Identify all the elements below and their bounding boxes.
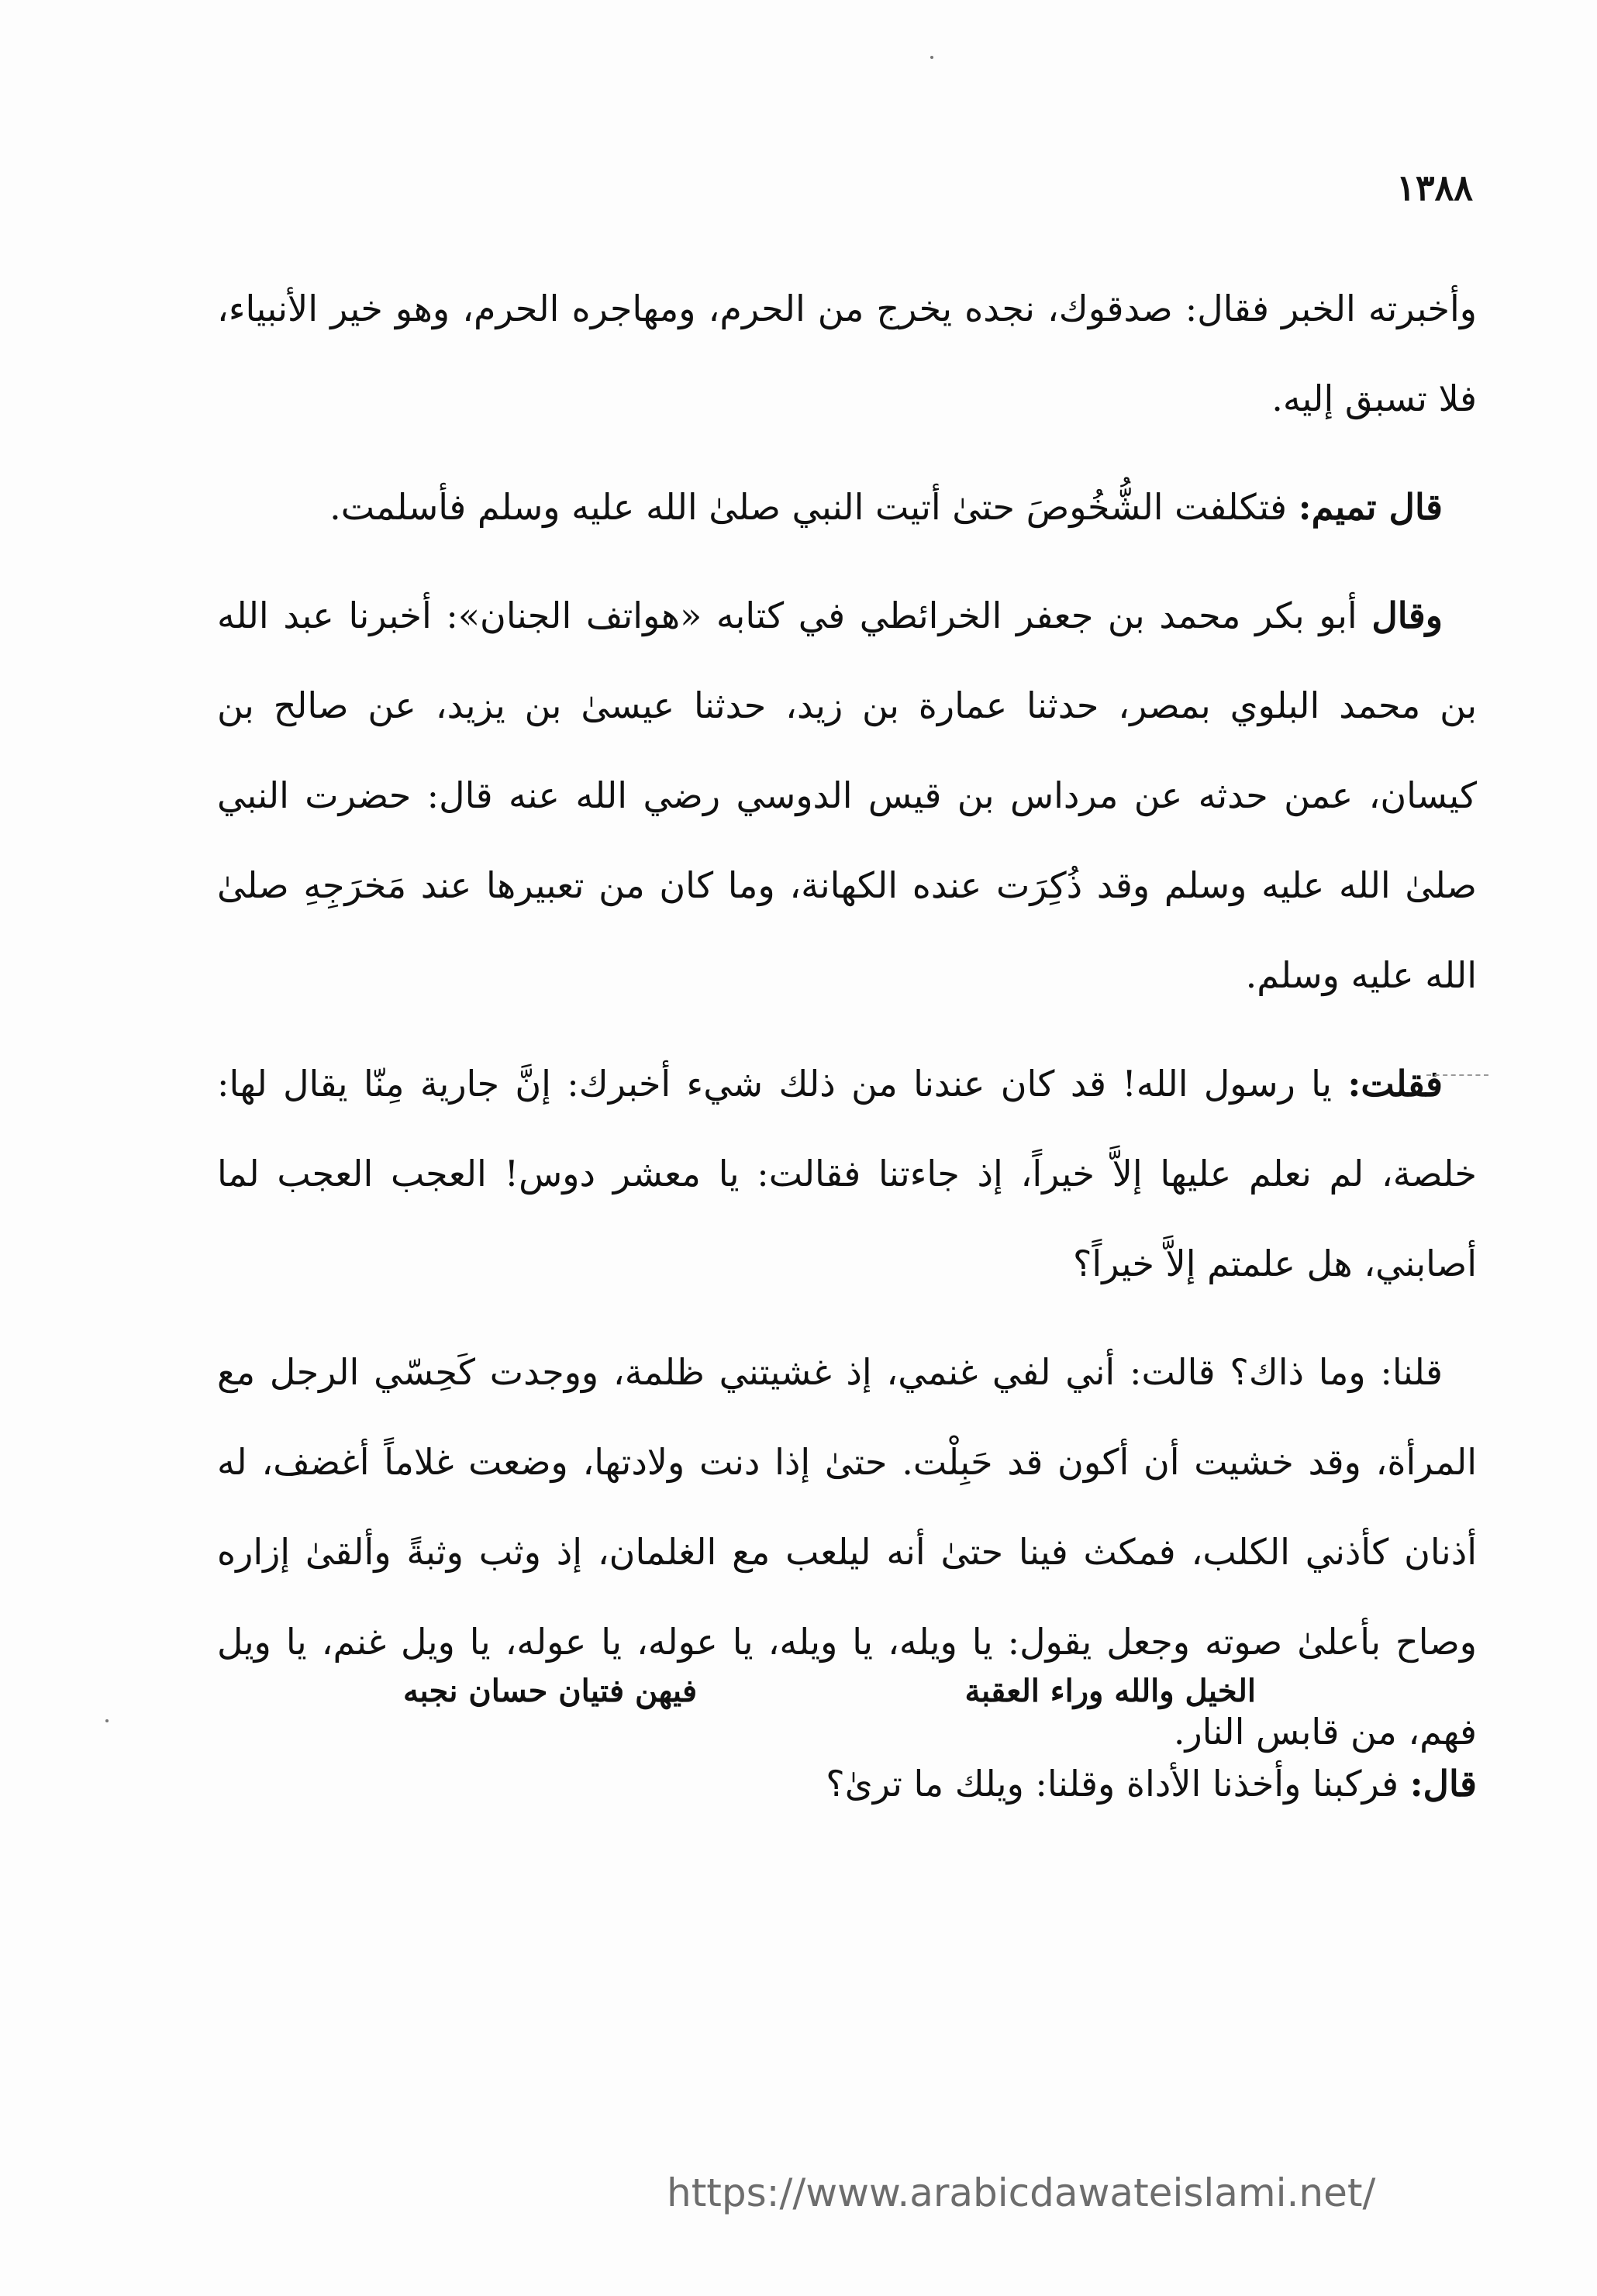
paragraph-text: أبو بكر محمد بن جعفر الخرائطي في كتابه «هواتف الجنان»: أخبرنا عبد الله بن محمد البلوي بمصر، حدثنا عمارة بن زيد، حدثنا عيسىٰ بن يزيد، عن صالح بن كيسان، عمن حدثه عن مرداس بن قيس الدوسي رضي الله عنه قال: حضرت النبي صلىٰ الله عليه وسلم وقد ذُكِرَت عنده الكهانة، وما كان من تعبيرها عند مَخرَجِهِ صلىٰ الله عليه وسلم. <box>217 595 1477 996</box>
paragraph-lead: وقال <box>1371 595 1443 636</box>
closing-lead: قال: <box>1409 1763 1477 1805</box>
body-text <box>217 264 1477 1777</box>
paragraph-lead: قال تميم: <box>1298 486 1443 528</box>
margin-dash-mark <box>1426 1074 1488 1077</box>
closing-text: فركبنا وأخذنا الأداة وقلنا: ويلك ما ترىٰ؟ <box>826 1763 1410 1805</box>
paragraph-lead: فقلت: <box>1347 1063 1443 1105</box>
scan-speck <box>930 56 933 59</box>
paragraph <box>217 1039 1477 1308</box>
verse-second-hemistich: فيهن فتيان حسان نجبه <box>403 1673 698 1709</box>
closing-line <box>543 1741 1477 1826</box>
page-number: ١٣٨٨ <box>1396 167 1473 209</box>
paragraph-text: فتكلفت الشُّخُوصَ حتىٰ أتيت النبي صلىٰ الله عليه وسلم فأسلمت. <box>329 486 1299 528</box>
paragraph <box>217 1327 1477 1777</box>
paragraph <box>217 264 1477 443</box>
paragraph <box>217 571 1477 1020</box>
verse-first-hemistich: الخيل والله وراء العقبة <box>964 1673 1256 1709</box>
paragraph-text: وأخبرته الخبر فقال: صدقوك، نجده يخرج من الحرم، ومهاجره الحرم، وهو خير الأنبياء، فلا تسبق إليه. <box>217 288 1477 419</box>
paragraph-text: يا رسول الله! قد كان عندنا من ذلك شيء أخبرك: إنَّ جارية مِنّا يقال لها: خلصة، لم نعلم عليها إلاَّ خيراً، إذ جاءتنا فقالت: يا معشر دوس! العجب العجب لما أصابني، هل علمتم إلاَّ خيراً؟ <box>217 1063 1477 1284</box>
paragraph <box>217 462 1477 552</box>
paragraph-text: قلنا: وما ذاك؟ قالت: أني لفي غنمي، إذ غشيتني ظلمة، ووجدت كَحِسّي الرجل مع المرأة، وقد خشيت أن أكون قد حَبِلْت. حتىٰ إذا دنت ولادتها، وضعت غلاماً أغضف، له أذنان كأذني الكلب، فمكث فينا حتىٰ أنه ليلعب مع الغلمان، إذ وثب وثبةً وألقىٰ إزاره وصاح بأعلىٰ صوته وجعل يقول: يا ويله، يا ويله، يا عوله، يا عوله، يا ويل غنم، يا ويل فهم، من قابس النار. <box>217 1351 1477 1753</box>
scan-speck <box>105 1719 109 1722</box>
watermark-url: https://www.arabicdawateislami.net/ <box>667 2170 1376 2215</box>
poetry-verse <box>403 1673 1256 1709</box>
